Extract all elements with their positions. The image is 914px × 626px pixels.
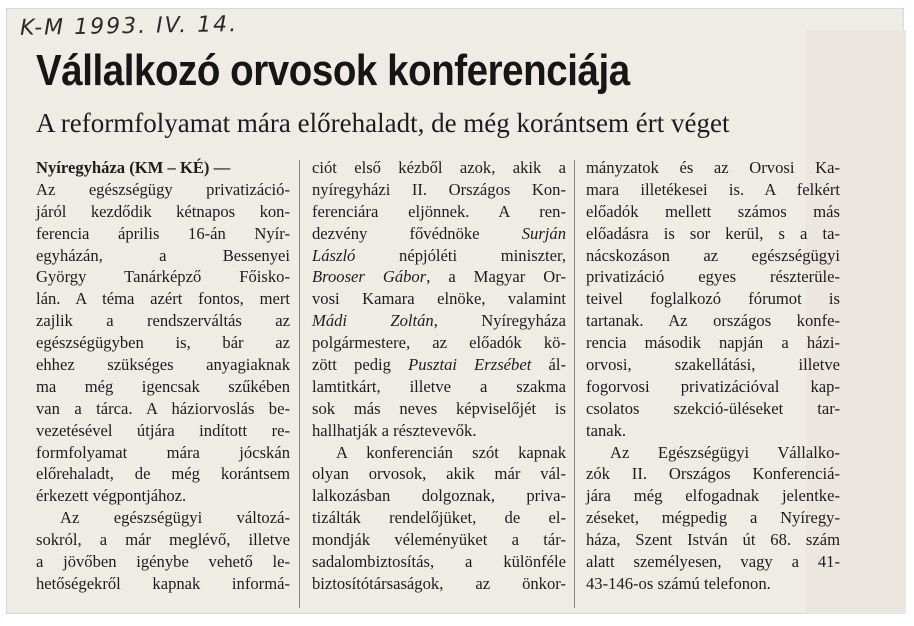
article-line: Az egészségügyi változá- (60, 508, 290, 528)
article-line: formfolyamat mára jócskán (36, 442, 290, 462)
article-line: zók II. Országos Konferenciá- (586, 464, 840, 484)
article-line: fogorvosi privatizációval kap- (586, 376, 840, 396)
column-divider (574, 160, 575, 608)
article-line: ehhez szükséges anyagiaknak (36, 355, 290, 375)
article-line: Mádi Zoltán, Nyíregyháza (312, 311, 566, 331)
article-line: a jövőben igénybe vehető le- (36, 552, 290, 572)
article-line: sok más neves képviselőjét is (312, 398, 566, 418)
article-line: Brooser Gábor, a Magyar Or- (312, 267, 566, 287)
article-line: privatizáció egyes részterüle- (586, 267, 840, 287)
article-line: nyíregyházi II. Országos Kon- (312, 179, 566, 199)
article-line: tizálták rendelőjüket, de el- (312, 508, 566, 528)
article-column-2 (312, 157, 566, 595)
article-line: mondják véleményüket a tár- (312, 530, 566, 550)
article-line: van a tárca. A háziorvoslás be- (36, 398, 290, 418)
name-madi: Mádi Zoltán (312, 311, 434, 331)
name-brooser: Brooser Gábor (312, 267, 427, 287)
article-line: lán. A téma azért fontos, mert (36, 289, 290, 309)
article-line: járól kezdődik kétnapos kon- (36, 201, 290, 221)
article-line: vosi Kamara elnöke, valamint (312, 289, 566, 309)
article-line: nácskozáson az egészségügyi (586, 245, 840, 265)
newspaper-clipping (6, 8, 904, 614)
article-line: teivel foglalkozó fórumot is (586, 289, 840, 309)
article-line: György Tanárképző Főisko- (36, 267, 290, 287)
article-line: dezvény fővédnöke Surján (312, 223, 566, 243)
article-line: ferenciára eljönnek. A ren- (312, 201, 566, 221)
article-line: rencia második napján a házi- (586, 333, 840, 353)
name-surjan: Surján (521, 223, 566, 243)
article-line: ferencia április 16-án Nyír- (36, 223, 290, 243)
article-line: csolatos szekció-üléseket tar- (586, 398, 840, 418)
article-line: sokról, a már meglévő, illetve (36, 530, 290, 550)
article-line: alatt személyesen, vagy a 41- (586, 552, 840, 572)
article-line: 43-146-os számú telefonon. (586, 573, 771, 593)
article-line: ciót első kézből azok, akik a (312, 158, 566, 177)
article-line: zött pedig Pusztai Erzsébet ál- (312, 355, 566, 375)
article-line: zajlik a rendszerváltás az (36, 311, 290, 331)
article-line: előadók mellett számos más (586, 201, 840, 221)
article-line: mara illetékesei is. A felkért (586, 179, 840, 199)
article-line: egyházán, a Bessenyei (36, 245, 290, 265)
article-line: zéseket, mégpedig a Nyíregy- (586, 508, 840, 528)
article-line: orvosi, szakellátási, illetve (586, 355, 840, 375)
article-line: olyan orvosok, akik már vál- (312, 464, 566, 484)
article-line: lamtitkárt, illetve a szakma (312, 376, 566, 396)
article-line: Az egészségügy privatizáció- (36, 179, 290, 199)
article-line: előadásra is sor kerül, s a ta- (586, 223, 840, 243)
article-line: Az Egészségügyi Vállalko- (610, 442, 840, 462)
column-divider (299, 160, 300, 608)
article-line: előrehaladt, de még korántsem (36, 464, 290, 484)
headline: Vállalkozó orvosok konferenciája (36, 46, 630, 95)
article-line: polgármestere, az előadók kö- (312, 333, 566, 353)
article-line: vezetésével útjára indított re- (36, 420, 290, 440)
article-line: A konferencián szót kapnak (336, 442, 566, 462)
article-line: lalkozásban dolgoznak, priva- (312, 486, 566, 506)
article-line: jára még elfogadnak jelentke- (586, 486, 840, 506)
name-laszlo: László (312, 245, 356, 265)
article-line: tanak. (586, 420, 627, 440)
article-line: hetőségekről kapnak informá- (36, 573, 290, 593)
name-pusztai: Pusztai Erzsébet (408, 355, 532, 375)
article-line: sadalombiztosítás, a különféle (312, 552, 566, 572)
article-column-1 (36, 157, 290, 595)
article-line: háza, Szent István út 68. szám (586, 530, 840, 550)
subheadline: A reformfolyamat mára előrehaladt, de még korántsem ért véget (36, 108, 730, 138)
article-line: biztosítótársaságok, az önkor- (312, 573, 566, 593)
article-line: tartanak. Az országos konfe- (586, 311, 840, 331)
article-line: ma még igencsak szűkében (36, 376, 290, 396)
handwritten-date-note: K-M 1993. IV. 14. (19, 12, 239, 41)
article-line: mányzatok és az Orvosi Ka- (586, 158, 840, 177)
article-line: László népjóléti miniszter, (312, 245, 566, 265)
article-line: egészségügyben is, bár az (36, 333, 290, 353)
article-line: hallhatják a résztevevők. (312, 420, 477, 440)
article-column-3 (586, 157, 840, 595)
article-line: érkezett végpontjához. (36, 486, 187, 506)
dateline: Nyíregyháza (KM – KÉ) — (36, 158, 231, 177)
